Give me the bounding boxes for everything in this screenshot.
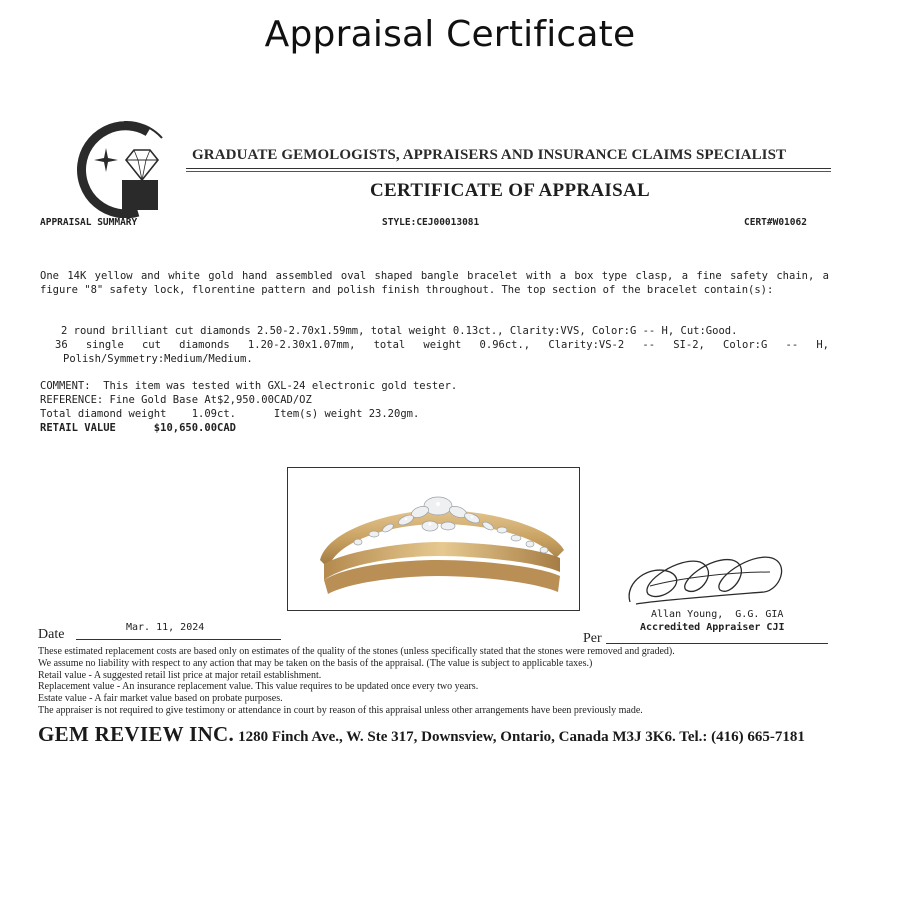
company-footer <box>38 722 805 747</box>
stone-list <box>40 324 829 366</box>
retail-value-amount: $10,650.00CAD <box>153 422 236 434</box>
date-line <box>76 639 281 640</box>
letterhead-tagline: GRADUATE GEMOLOGISTS, APPRAISERS AND INSURANCE CLAIMS SPECIALIST <box>192 147 787 163</box>
style-number: STYLE:CEJ00013081 <box>382 217 480 228</box>
g-diamond-logo-icon <box>66 118 176 218</box>
disclaimer-line: Replacement value - An insurance replacement value. This value requires to be updated once every two years. <box>38 681 479 693</box>
appraisal-summary-label: APPRAISAL SUMMARY <box>40 217 138 228</box>
disclaimer <box>38 646 838 717</box>
signature-line <box>606 643 828 644</box>
handwritten-signature <box>620 542 800 614</box>
page-title: Appraisal Certificate <box>264 14 636 55</box>
per-label: Per <box>583 631 602 646</box>
disclaimer-line: Retail value - A suggested retail list price at major retail establishment. <box>38 669 322 681</box>
stone-line: Polish/Symmetry:Medium/Medium. <box>63 353 253 365</box>
company-address: 1280 Finch Ave., W. Ste 317, Downsview, Ontario, Canada M3J 3K6. Tel.: (416) 665-7181 <box>238 729 805 745</box>
disclaimer-line: These estimated replacement costs are based only on estimates of the quality of the stones (unless specifically stated that the stones were removed and graded). <box>38 646 675 657</box>
bracelet-photo-frame <box>287 467 580 611</box>
bangle-bracelet-photo <box>288 468 577 608</box>
item-description: One 14K yellow and white gold hand assembled oval shaped bangle bracelet with a box type clasp, a fine safety chain, a figure "8" safety lock, florentine pattern and polish finish throughout. The top section of the bracelet contain(s): <box>40 270 829 296</box>
date-value: Mar. 11, 2024 <box>126 622 205 633</box>
company-name: GEM REVIEW INC. <box>38 722 235 746</box>
retail-value-line <box>40 421 740 435</box>
certificate-number: CERT#W01062 <box>744 217 807 228</box>
certificate-title: CERTIFICATE OF APPRAISAL <box>370 180 650 201</box>
retail-value-label: RETAIL VALUE <box>40 422 116 434</box>
disclaimer-line: Estate value - A fair market value based on probate purposes. <box>38 693 283 705</box>
signer-name: Allan Young, G.G. GIA <box>651 609 784 620</box>
letterhead-divider <box>186 168 831 169</box>
signer-title: Accredited Appraiser CJI <box>640 622 785 633</box>
stone-line: 36 single cut diamonds 1.20-2.30x1.07mm, total weight 0.96ct., Clarity:VS-2 -- SI-2, Color:G -- H, <box>55 339 829 351</box>
letterhead-divider <box>186 171 831 172</box>
disclaimer-line: We assume no liability with respect to any action that may be taken on the basis of the appraisal. (The value is subject to applicable taxes.) <box>38 657 593 669</box>
totals-line: Total diamond weight 1.09ct. Item(s) weight 23.20gm. <box>40 408 420 420</box>
reference-line: REFERENCE: Fine Gold Base At$2,950.00CAD/OZ <box>40 394 312 406</box>
disclaimer-line: The appraiser is not required to give testimony or attendance in court by reason of this appraisal unless other arrangements have been previously made. <box>38 704 643 716</box>
comment-line: COMMENT: This item was tested with GXL-24 electronic gold tester. <box>40 380 458 392</box>
stone-line: 2 round brilliant cut diamonds 2.50-2.70x1.59mm, total weight 0.13ct., Clarity:VVS, Color:G -- H, Cut:Good. <box>61 325 738 337</box>
date-label: Date <box>38 627 65 642</box>
appraisal-notes <box>40 379 740 435</box>
